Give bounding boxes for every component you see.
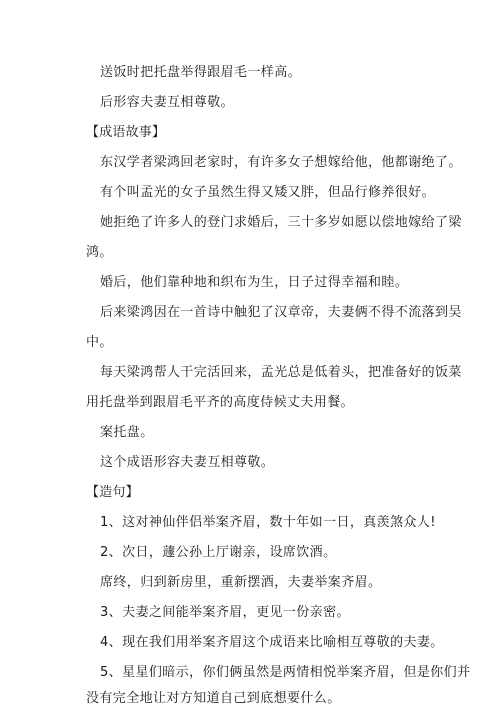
text-line: 没有完全地让对方知道自己到底想要什么。 [86, 691, 341, 706]
text-line: 婚后，他们靠种地和织布为生，日子过得幸福和睦。 [100, 275, 409, 290]
text-line: 席终，归到新房里，重新摆酒，夫妻举案齐眉。 [100, 575, 382, 590]
section-heading-story: 【成语故事】 [86, 125, 166, 140]
text-line: 送饭时把托盘举得跟眉毛一样高。 [100, 65, 302, 80]
text-line: 案托盘。 [100, 425, 154, 440]
text-line: 每天梁鸿帮人干完活回来，孟光总是低着头，把准备好的饭菜 [100, 365, 462, 380]
text-line: 后形容夫妻互相尊敬。 [100, 95, 235, 110]
text-line: 用托盘举到跟眉毛平齐的高度侍候丈夫用餐。 [86, 395, 355, 410]
text-line: 东汉学者梁鸿回老家时，有许多女子想嫁给他，他都谢绝了。 [100, 155, 462, 170]
text-line: 鸿。 [86, 245, 113, 260]
text-line: 5、星星们暗示，你们俩虽然是两情相悦举案齐眉，但是你们并 [100, 665, 471, 680]
text-line: 中。 [86, 335, 113, 350]
text-line: 这个成语形容夫妻互相尊敬。 [100, 455, 275, 470]
text-line: 2、次日，蘧公孙上厅谢亲，设席饮酒。 [100, 545, 337, 560]
text-line: 后来梁鸿因在一首诗中触犯了汉章帝，夫妻俩不得不流落到吴 [100, 305, 462, 320]
text-line: 她拒绝了许多人的登门求婚后，三十多岁如愿以偿地嫁给了梁 [100, 215, 462, 230]
text-line: 有个叫孟光的女子虽然生得又矮又胖，但品行修养很好。 [100, 185, 436, 200]
text-line: 1、这对神仙伴侣举案齐眉，数十年如一日，真羡煞众人! [100, 515, 436, 530]
text-line: 3、夫妻之间能举案齐眉，更见一份亲密。 [100, 605, 350, 620]
section-heading-sentences: 【造句】 [86, 485, 139, 500]
text-line: 4、现在我们用举案齐眉这个成语来比喻相互尊敬的夫妻。 [100, 635, 444, 650]
